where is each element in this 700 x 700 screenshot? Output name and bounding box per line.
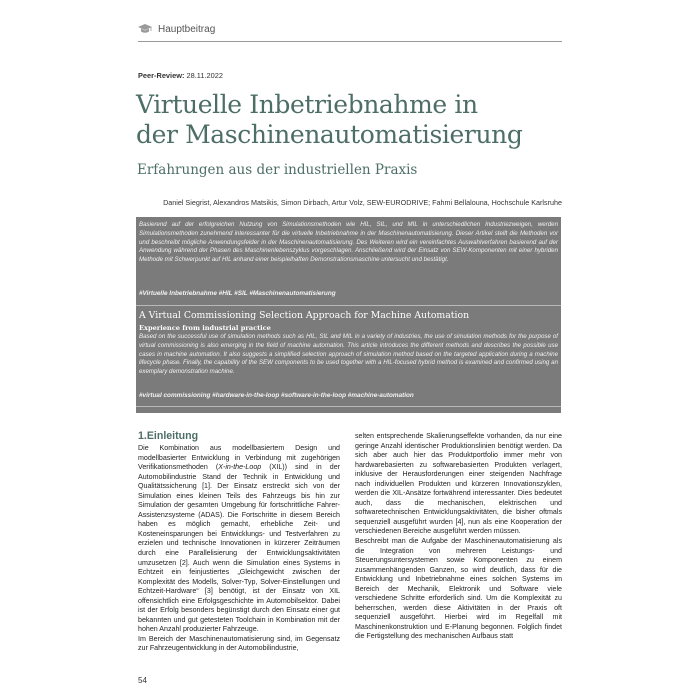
article-subtitle: Erfahrungen aus der industriellen Praxis — [137, 162, 418, 178]
body-paragraph: Beschreibt man die Aufgabe der Maschinenautomatisierung als die Integration von mehreren Leistungs- und Steuerungsuntersystemen sowie Komponenten zu einem zusammenhängenden Ganzen, so wird deutlich, dass für die Entwicklung und Inbetriebnahme eines solchen Systems im Bereich der Mechanik, Elektronik und Software viele verschiedene Schritte erforderlich sind. Um die Komplexität zu beherrschen, werden diese Aktivitäten in der Praxis oft sequenziell ausgeführt. Hierbei wird im Regelfall mit Maschinenkonstruktion und E-Planung begonnen. Folglich findet die Fertigstellung des mechanischen Aufbaus statt — [355, 537, 562, 641]
page-number: 54 — [138, 676, 147, 685]
body-paragraph: selten entsprechende Skalierungseffekte vorhanden, da nur eine geringe Anzahl identischer Produktionslinien benötigt werden. Da sich aber auch hier das Produktportfolio immer mehr von hardwarebasierten zu softwarebasierten Produkten verlagert, inklusive der Herausforderungen einer steigenden Nachfrage nach individuellen Produkten und kürzeren Innovationszyklen, werden die XIL-Ansätze fortwährend interessanter. Dies bedeutet auch, dass die mechanischen, elektrischen und softwaretechnischen Entwicklungsaktivitäten, die bisher oftmals sequenziell ausgeführt wurden [4], nun als eine Kooperation der verschiedenen Bereiche ausgeführt werden müssen. — [355, 432, 562, 536]
peer-review-label: Peer-Review: — [138, 71, 185, 80]
body-paragraph: Im Bereich der Maschinenautomatisierung sind, im Gegensatz zur Fahrzeugentwicklung in der Automobilindustrie, — [138, 634, 340, 653]
graduation-cap-icon — [138, 24, 152, 34]
section-label: Hauptbeitrag — [158, 23, 216, 35]
hashtags-english: #virtual commissioning #hardware-in-the-loop #software-in-the-loop #machine-automation — [139, 392, 414, 399]
body-column-left — [138, 430, 340, 654]
body-text-italic: X-in-the-Loop — [218, 463, 262, 472]
body-column-right — [355, 432, 562, 642]
section-heading: 1.Einleitung — [138, 430, 199, 442]
abstract-box — [136, 217, 561, 413]
english-title: A Virtual Commissioning Selection Approach for Machine Automation — [139, 310, 470, 321]
abstract-german: Basierend auf der erfolgreichen Nutzung von Simulationsmethoden wie HIL, SIL, und MIL in unterschiedlichen Industriezweigen, werden Simulationsmethoden zunehmend interessanter für die virtuelle Inbetriebnahme in der Maschinenautomatisierung. Dieser Artikel stellt die Methoden vor und beschreibt mögliche Anwendungsfelder in der Maschinenautomatisierung. Des Weiteren wird ein vereinfachtes Auswahlverfahren basierend auf der Anwendung während der Phasen des Maschinenlebenszyklus vorgeschlagen. Anschließend wird der Einsatz von SEW-Komponenten mit einer hybriden Methode mit Schwerpunkt auf HIL anhand einer beispielhaften Demonstrationsmaschine untersucht und bestätigt. — [139, 221, 558, 263]
body-text: Die Kombination aus modellbasiertem Design und modellbasierter Entwicklung in Verbindung mit zugehörigen Verifikationsmethoden ( — [138, 444, 340, 472]
abstract-english: Based on the successful use of simulation methods such as HIL, SIL and MIL in a variety of industries, the use of simulation methods for the purpose of virtual commissioning is also emerging in the field of machine automation. This article introduces the different methods and describes the possible use cases in machine automation. It also suggests a simplified selection approach of simulation method based on the targeted application during a machine lifecycle phase. Finally, the capability of the SEW components to be used together with a HIL-focused hybrid method is examined and confirmed using an exemplary demonstration machine. — [139, 333, 558, 375]
abstract-divider — [136, 305, 561, 306]
page-header — [138, 20, 215, 38]
header-rule — [138, 41, 562, 42]
authors-line: Daniel Siegrist, Alexandros Matsikis, Simon Dirbach, Artur Volz, SEW-EURODRIVE; Fahmi Bellalouna, Hochschule Karlsruhe — [163, 198, 562, 207]
article-title — [136, 90, 522, 150]
hashtags-german: #Virtuelle Inbetriebnahme #HIL #SIL #Maschinenautomatisierung — [139, 290, 336, 297]
peer-review-date: 28.11.2022 — [186, 71, 223, 80]
title-line-2: der Maschinenautomatisierung — [136, 120, 523, 149]
title-line-1: Virtuelle Inbetriebnahme in — [136, 90, 478, 119]
english-subtitle: Experience from industrial practice — [139, 324, 271, 332]
body-paragraph — [138, 444, 340, 635]
abstract-divider-bottom — [136, 406, 561, 407]
body-text: (XIL)) sind in der Automobilindustrie Stand der Technik in Entwicklung und Qualitätssicherung [1]. Der Einsatz erstreckt sich von der Simulation eines kleinen Teils des Fahrzeugs bis hin zur Simulation der gesamten Umgebung für fortschrittliche Fahrer-Assistenzsysteme (ADAS). Die Fortschritte in diesem Bereich haben es möglich gemacht, erhebliche Zeit- und Kosteneinsparungen bei Entwicklungs- und Testverfahren zu erzielen und technische Innovationen in kürzerer Zeiträumen durch eine Parallelisierung der Entwicklungsaktivitäten umzusetzen [2]. Auch wenn die Simulation eines Systems in Echtzeit ein feinjustiertes „Gleichgewicht zwischen der Komplexität des Modells, Solver-Typ, Solver-Einstellungen und Echtzeit-Hardware“ [3] benötigt, ist der Einsatz von XIL offensichtlich eine Erfolgsgeschichte im Automobilsektor. Dabei ist der Erfolg besonders begünstigt durch den Einsatz einer gut bekannten und gut getesteten Toolchain in Kombination mit der hohen Anzahl produzierter Fahrzeuge. — [138, 463, 340, 634]
peer-review-line — [138, 71, 223, 80]
